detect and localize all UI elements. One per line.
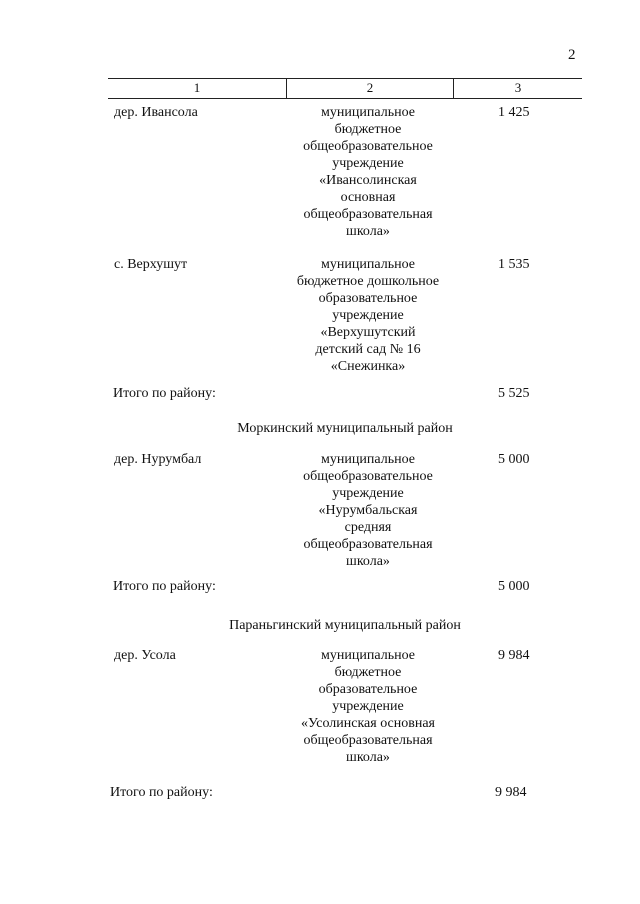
institution-line: бюджетное bbox=[334, 122, 402, 137]
institution-line: детский сад № 16 bbox=[315, 342, 421, 357]
institution-line: учреждение bbox=[332, 156, 404, 171]
settlement-name: с. Верхушут bbox=[114, 257, 188, 272]
amount-value: 1 535 bbox=[498, 257, 530, 272]
institution-line: «Нурумбальская bbox=[318, 503, 418, 518]
column-header-2: 2 bbox=[287, 79, 454, 98]
settlement-name: дер. Нурумбал bbox=[114, 452, 202, 467]
institution-line: учреждение bbox=[332, 699, 404, 714]
amount-value: 9 984 bbox=[498, 648, 530, 663]
district-heading: Моркинский муниципальный район bbox=[237, 421, 453, 436]
column-header-3: 3 bbox=[514, 80, 522, 95]
district-total-amount: 5 525 bbox=[498, 386, 530, 401]
institution-line: «Верхушутский bbox=[320, 325, 416, 340]
institution-line: школа» bbox=[346, 554, 390, 569]
district-total-amount: 9 984 bbox=[495, 785, 527, 800]
institution-line: образовательное bbox=[318, 682, 418, 697]
institution-line: муниципальное bbox=[321, 452, 415, 467]
column-header-row bbox=[108, 78, 582, 99]
institution-line: общеобразовательная bbox=[303, 207, 433, 222]
institution-line: общеобразовательное bbox=[303, 139, 433, 154]
institution-line: учреждение bbox=[332, 308, 404, 323]
institution-line: муниципальное bbox=[321, 105, 415, 120]
institution-line: бюджетное дошкольное bbox=[296, 274, 440, 289]
district-heading: Параньгинский муниципальный район bbox=[229, 618, 461, 633]
institution-line: школа» bbox=[346, 750, 390, 765]
institution-line: «Усолинская основная bbox=[301, 716, 435, 731]
institution-line: образовательное bbox=[318, 291, 418, 306]
column-header-1: 1 bbox=[108, 79, 287, 98]
district-total-label: Итого по району: bbox=[113, 386, 216, 401]
institution-name bbox=[286, 256, 450, 375]
settlement-name: дер. Ивансола bbox=[114, 105, 198, 120]
institution-line: общеобразовательная bbox=[303, 537, 433, 552]
institution-name bbox=[286, 104, 450, 240]
district-total-amount: 5 000 bbox=[498, 579, 530, 594]
institution-line: муниципальное bbox=[321, 648, 415, 663]
district-total-label: Итого по району: bbox=[110, 785, 213, 800]
institution-line: общеобразовательное bbox=[303, 469, 433, 484]
amount-value: 5 000 bbox=[498, 452, 530, 467]
amount-value: 1 425 bbox=[498, 105, 530, 120]
institution-name bbox=[286, 647, 450, 766]
page-number: 2 bbox=[568, 47, 576, 63]
institution-line: общеобразовательная bbox=[303, 733, 433, 748]
institution-line: «Ивансолинская bbox=[319, 173, 417, 188]
district-total-label: Итого по району: bbox=[113, 579, 216, 594]
institution-name bbox=[286, 451, 450, 570]
institution-line: учреждение bbox=[332, 486, 404, 501]
institution-line: школа» bbox=[346, 224, 390, 239]
institution-line: «Снежинка» bbox=[330, 359, 406, 374]
settlement-name: дер. Усола bbox=[114, 648, 176, 663]
institution-line: муниципальное bbox=[321, 257, 415, 272]
institution-line: средняя bbox=[344, 520, 392, 535]
institution-line: бюджетное bbox=[334, 665, 402, 680]
institution-line: основная bbox=[340, 190, 396, 205]
